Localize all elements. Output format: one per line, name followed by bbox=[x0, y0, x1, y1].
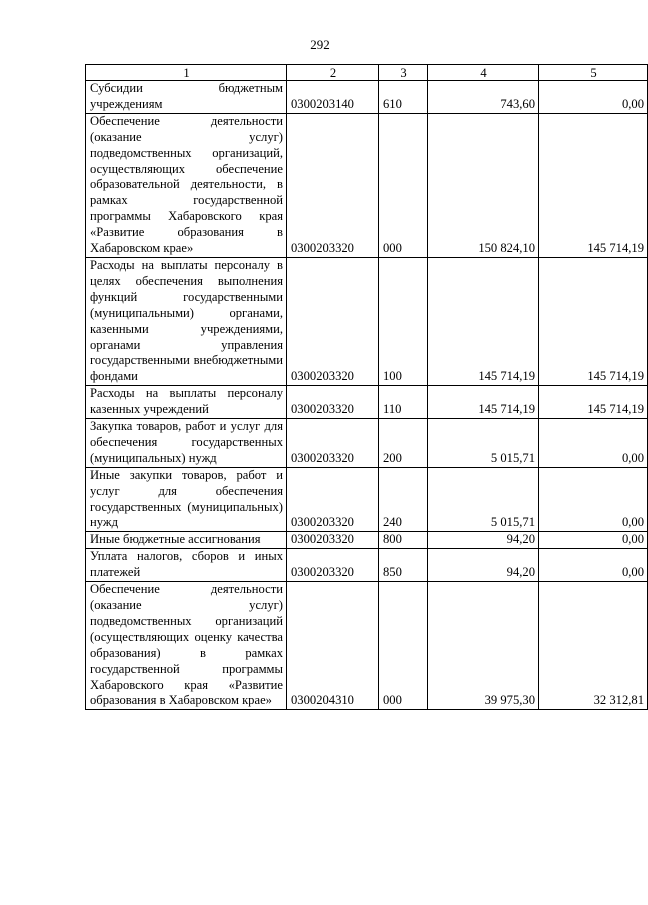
row-value-4: 145 714,19 bbox=[428, 386, 539, 419]
row-code: 0300203320 bbox=[287, 257, 379, 385]
row-value-5: 0,00 bbox=[539, 81, 648, 114]
row-value-4: 39 975,30 bbox=[428, 582, 539, 710]
row-value-5: 145 714,19 bbox=[539, 386, 648, 419]
row-name: Субсидии бюджетным учреждениям bbox=[86, 81, 287, 114]
row-code: 0300203320 bbox=[287, 549, 379, 582]
table-row bbox=[86, 113, 648, 257]
row-value-4: 150 824,10 bbox=[428, 113, 539, 257]
row-expense-type: 850 bbox=[379, 549, 428, 582]
row-code: 0300204310 bbox=[287, 582, 379, 710]
row-value-4: 94,20 bbox=[428, 549, 539, 582]
row-value-4: 145 714,19 bbox=[428, 257, 539, 385]
row-code: 0300203320 bbox=[287, 467, 379, 532]
table-row bbox=[86, 257, 648, 385]
row-expense-type: 100 bbox=[379, 257, 428, 385]
row-expense-type: 240 bbox=[379, 467, 428, 532]
row-expense-type: 110 bbox=[379, 386, 428, 419]
row-code: 0300203140 bbox=[287, 81, 379, 114]
row-name: Обеспечение деятельности (оказание услуг) подведомственных организаций (осуществляющих оценку качества образования) в рамках государственной программы Хабаровского края «Развитие образования в Хабаровском крае» bbox=[86, 582, 287, 710]
row-value-4: 94,20 bbox=[428, 532, 539, 549]
row-name: Иные бюджетные ассигнования bbox=[86, 532, 287, 549]
table-header-row bbox=[86, 65, 648, 81]
row-value-5: 0,00 bbox=[539, 532, 648, 549]
column-header-3: 3 bbox=[379, 65, 428, 81]
row-expense-type: 000 bbox=[379, 113, 428, 257]
row-value-4: 743,60 bbox=[428, 81, 539, 114]
table-row bbox=[86, 419, 648, 468]
row-value-5: 0,00 bbox=[539, 549, 648, 582]
row-name: Обеспечение деятельности (оказание услуг) подведомственных организаций, осуществляющих обеспечение образовательной деятельности, в рамках государственной программы Хабаровского края «Развитие образования в Хабаровском крае» bbox=[86, 113, 287, 257]
column-header-1: 1 bbox=[86, 65, 287, 81]
row-name: Расходы на выплаты персоналу казенных учреждений bbox=[86, 386, 287, 419]
row-value-4: 5 015,71 bbox=[428, 467, 539, 532]
row-name: Расходы на выплаты персоналу в целях обеспечения выполнения функций государственными (муниципальными) органами, казенными учреждениями, органами управления государственными внебюджетными фондами bbox=[86, 257, 287, 385]
row-value-5: 32 312,81 bbox=[539, 582, 648, 710]
table-row bbox=[86, 467, 648, 532]
table-row bbox=[86, 582, 648, 710]
row-name: Иные закупки товаров, работ и услуг для обеспечения государственных (муниципальных) нужд bbox=[86, 467, 287, 532]
row-code: 0300203320 bbox=[287, 386, 379, 419]
table-row bbox=[86, 532, 648, 549]
row-expense-type: 000 bbox=[379, 582, 428, 710]
page-number: 292 bbox=[310, 37, 330, 52]
table-row bbox=[86, 386, 648, 419]
row-code: 0300203320 bbox=[287, 419, 379, 468]
row-name: Закупка товаров, работ и услуг для обеспечения государственных (муниципальных) нужд bbox=[86, 419, 287, 468]
row-value-4: 5 015,71 bbox=[428, 419, 539, 468]
row-code: 0300203320 bbox=[287, 532, 379, 549]
row-code: 0300203320 bbox=[287, 113, 379, 257]
row-value-5: 0,00 bbox=[539, 467, 648, 532]
row-value-5: 145 714,19 bbox=[539, 113, 648, 257]
row-name: Уплата налогов, сборов и иных платежей bbox=[86, 549, 287, 582]
row-value-5: 0,00 bbox=[539, 419, 648, 468]
row-expense-type: 200 bbox=[379, 419, 428, 468]
row-value-5: 145 714,19 bbox=[539, 257, 648, 385]
column-header-4: 4 bbox=[428, 65, 539, 81]
column-header-2: 2 bbox=[287, 65, 379, 81]
budget-table bbox=[85, 64, 648, 710]
table-row bbox=[86, 81, 648, 114]
row-expense-type: 610 bbox=[379, 81, 428, 114]
row-expense-type: 800 bbox=[379, 532, 428, 549]
column-header-5: 5 bbox=[539, 65, 648, 81]
table-row bbox=[86, 549, 648, 582]
